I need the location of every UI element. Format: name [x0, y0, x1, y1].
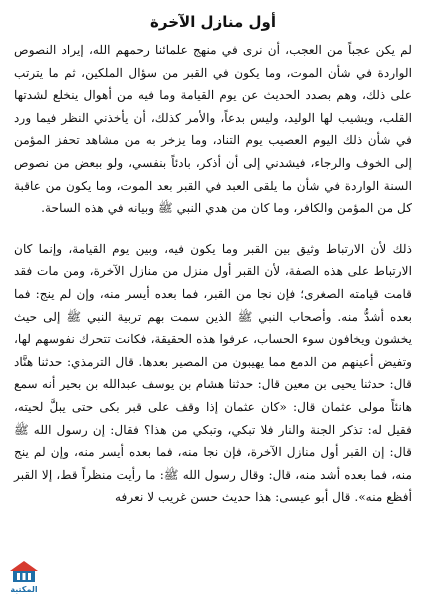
- library-watermark: [4, 559, 44, 597]
- paragraph-2: ذلك لأن الارتباط وثيق بين القبر وما يكون فيه، وبين يوم القيامة، وإنما كان الارتباط على هذه الصفة، لأن القبر أول منزل من منازل الآخرة، ومن مات فقد قامت قيامته الصغرى؛ فإن نجا من القبر، فما بعده أيسر منه، وإن لم ينج: فما بعده أشدُّ منه. وأصحاب النبي ﷺ الذين سمت بهم تربية النبي ﷺ إلى حيث يخشون ويخافون سوء الحساب، عرفوا هذه الحقيقة، فكانت تتحرك نفوسهم لها، وتفيض أعينهم من الدمع مما يهيبون من المصير بعدها. قال الترمذي: حدثنا هنَّاد قال: حدثنا يحيى بن معين قال: حدثنا هشام بن يوسف عبدالله بن بحير أنه سمع هانئاً مولى عثمان قال: «كان عثمان إذا وقف على قبر بكى حتى يبلَّ لحيته، فقيل له: تذكر الجنة والنار فلا تبكي، وتبكي من هذا؟ فقال: إن رسول الله ﷺ قال: إن القبر أول منازل الآخرة، فإن نجا منه، فما بعده أيسر منه، وإن لم ينج منه، فما بعده أشد منه، قال: وقال رسول الله ﷺ: ما رأيت منظراً قط، إلا القبر أفظع منه». قال أبو عيسى: هذا حديث حسن غريب لا نعرفه: [14, 241, 412, 505]
- library-logo-icon: [4, 559, 44, 585]
- paragraph-1: لم يكن عجباً من العجب، أن نرى في منهج علمائنا رحمهم الله، إيراد النصوص الواردة في شأن الموت، وما يكون في القبر من سؤال الملكين، ثم ما يترتب على ذلك، وهم بصدد الحديث عن يوم القيامة وما فيه من أهوال ينخلع لشدتها القلب، ويشيب لها الوليد، وليس بدعاً، والأمر كذلك، أن يأخذني النظر فيما ورد في شأن ذلك اليوم العصيب يوم التناد، وما يزخر به من مشاهد تحفز المؤمن إلى الخوف والرجاء، فيشدني إلى أن أذكر، بادئاً بنفسي، ولو ببعض من نصوص السنة الواردة في شأن ما يلقى العبد في القبر بعد الموت، وما يكون من عاقبة كل من المؤمن والكافر، وما كان من هدي النبي ﷺ وبيانه في هذه الساحة.: [14, 43, 412, 216]
- paragraph-divider: [14, 220, 412, 238]
- page-title: أول منازل الآخرة: [150, 13, 276, 31]
- watermark-label: المكتبة: [10, 585, 38, 594]
